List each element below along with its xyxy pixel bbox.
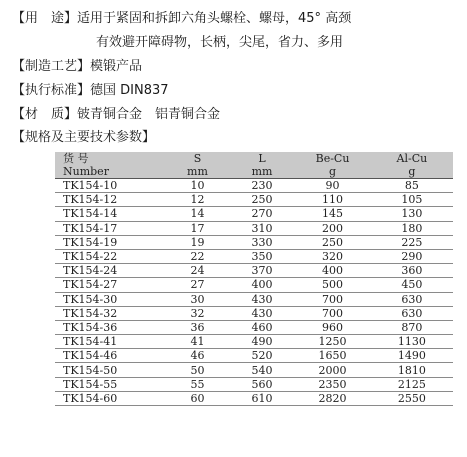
spec-value: 德国 DIN837 <box>90 83 169 98</box>
table-cell: 50 <box>165 363 230 377</box>
table-cell: TK154-36 <box>55 320 165 334</box>
table-cell: 430 <box>230 292 295 306</box>
header-cell: Be-Cu <box>294 152 370 165</box>
table-cell: 2125 <box>371 377 453 391</box>
spec-value: 铍青铜合金 铝青铜合金 <box>77 107 221 122</box>
table-cell: 270 <box>230 207 295 221</box>
table-cell: TK154-14 <box>55 207 165 221</box>
table-cell: 500 <box>294 278 370 292</box>
header-cell: L <box>230 152 295 165</box>
table-cell: 17 <box>165 221 230 235</box>
table-cell: 19 <box>165 235 230 249</box>
table-cell: 400 <box>230 278 295 292</box>
table-cell: 200 <box>294 221 370 235</box>
table-cell: 250 <box>230 193 295 207</box>
table-cell: TK154-27 <box>55 278 165 292</box>
table-cell: 330 <box>230 235 295 249</box>
table-cell: 1490 <box>371 349 453 363</box>
table-row <box>55 278 453 292</box>
table-cell: 55 <box>165 377 230 391</box>
table-row <box>55 235 453 249</box>
table-cell: 1250 <box>294 335 370 349</box>
table-cell: 60 <box>165 391 230 405</box>
table-cell: 85 <box>371 179 453 193</box>
table-cell: 700 <box>294 306 370 320</box>
table-cell: 2000 <box>294 363 370 377</box>
table-cell: 145 <box>294 207 370 221</box>
spec-line-material <box>12 106 220 124</box>
header-cell: Al-Cu <box>371 152 453 165</box>
table-row <box>55 391 453 405</box>
table-row <box>55 363 453 377</box>
table-row <box>55 335 453 349</box>
table-cell: 130 <box>371 207 453 221</box>
table-cell: 350 <box>230 249 295 263</box>
table-cell: 400 <box>294 264 370 278</box>
table-row <box>55 292 453 306</box>
spec-label: 【材 质】 <box>12 107 78 122</box>
table-cell: 520 <box>230 349 295 363</box>
table-cell: 24 <box>165 264 230 278</box>
header-cell: g <box>371 165 453 179</box>
table-cell: 110 <box>294 193 370 207</box>
table-cell: 560 <box>230 377 295 391</box>
table-cell: 360 <box>371 264 453 278</box>
table-cell: 46 <box>165 349 230 363</box>
table-cell: 250 <box>294 235 370 249</box>
table-cell: 22 <box>165 249 230 263</box>
table-cell: 610 <box>230 391 295 405</box>
header-cell: 货 号 <box>55 152 165 165</box>
header-cell: mm <box>230 165 295 179</box>
table-cell: 230 <box>230 179 295 193</box>
table-cell: 630 <box>371 292 453 306</box>
spec-value: 模锻产品 <box>90 59 143 74</box>
table-cell: TK154-10 <box>55 179 165 193</box>
table-cell: 180 <box>371 221 453 235</box>
table-cell: TK154-17 <box>55 221 165 235</box>
table-cell: 14 <box>165 207 230 221</box>
table-cell: 32 <box>165 306 230 320</box>
table-row <box>55 377 453 391</box>
table-header-row <box>55 152 453 165</box>
table-cell: TK154-22 <box>55 249 165 263</box>
spec-value: 有效避开障碍物，长柄，尖尾，省力、多用 <box>96 35 344 50</box>
table-cell: 630 <box>371 306 453 320</box>
table-cell: 450 <box>371 278 453 292</box>
table-cell: 12 <box>165 193 230 207</box>
table-cell: 1130 <box>371 335 453 349</box>
table-cell: TK154-46 <box>55 349 165 363</box>
spec-label: 【用 途】 <box>12 11 78 26</box>
table-cell: 1650 <box>294 349 370 363</box>
table-row <box>55 207 453 221</box>
table-subheader-row <box>55 165 453 179</box>
spec-table <box>55 152 453 406</box>
table-cell: 27 <box>165 278 230 292</box>
table-cell: 460 <box>230 320 295 334</box>
spec-line-params <box>12 129 155 147</box>
table-cell: TK154-55 <box>55 377 165 391</box>
table-cell: 41 <box>165 335 230 349</box>
table-row <box>55 349 453 363</box>
table-cell: TK154-60 <box>55 391 165 405</box>
table-row <box>55 179 453 193</box>
table-cell: TK154-32 <box>55 306 165 320</box>
header-cell: Number <box>55 165 165 179</box>
spec-line-standard <box>12 82 169 100</box>
table-cell: 2550 <box>371 391 453 405</box>
spec-line-usage <box>12 10 351 28</box>
table-cell: TK154-30 <box>55 292 165 306</box>
table-cell: 320 <box>294 249 370 263</box>
table-row <box>55 249 453 263</box>
table-row <box>55 320 453 334</box>
table-cell: TK154-19 <box>55 235 165 249</box>
spec-line-usage-cont <box>96 34 343 52</box>
table-cell: 290 <box>371 249 453 263</box>
table-cell: 700 <box>294 292 370 306</box>
table-cell: 870 <box>371 320 453 334</box>
table-row <box>55 193 453 207</box>
table-cell: 960 <box>294 320 370 334</box>
table-cell: 1810 <box>371 363 453 377</box>
table-row <box>55 306 453 320</box>
spec-label: 【规格及主要技术参数】 <box>12 130 156 145</box>
table-cell: 30 <box>165 292 230 306</box>
table-cell: 370 <box>230 264 295 278</box>
table-row <box>55 221 453 235</box>
table-cell: 2350 <box>294 377 370 391</box>
table-cell: 10 <box>165 179 230 193</box>
spec-value: 适用于紧固和拆卸六角头螺栓、螺母，45° 高颈 <box>77 11 352 26</box>
spec-label: 【执行标准】 <box>12 83 91 98</box>
table-cell: 36 <box>165 320 230 334</box>
spec-line-process <box>12 58 142 76</box>
table-cell: TK154-24 <box>55 264 165 278</box>
table-cell: 2820 <box>294 391 370 405</box>
table-row <box>55 264 453 278</box>
table-cell: 105 <box>371 193 453 207</box>
table-cell: 90 <box>294 179 370 193</box>
table-cell: 430 <box>230 306 295 320</box>
table-cell: TK154-50 <box>55 363 165 377</box>
header-cell: mm <box>165 165 230 179</box>
table-cell: 540 <box>230 363 295 377</box>
table-cell: 225 <box>371 235 453 249</box>
spec-label: 【制造工艺】 <box>12 59 91 74</box>
header-cell: S <box>165 152 230 165</box>
table-cell: TK154-41 <box>55 335 165 349</box>
table-cell: 490 <box>230 335 295 349</box>
header-cell: g <box>294 165 370 179</box>
table-cell: TK154-12 <box>55 193 165 207</box>
table-cell: 310 <box>230 221 295 235</box>
